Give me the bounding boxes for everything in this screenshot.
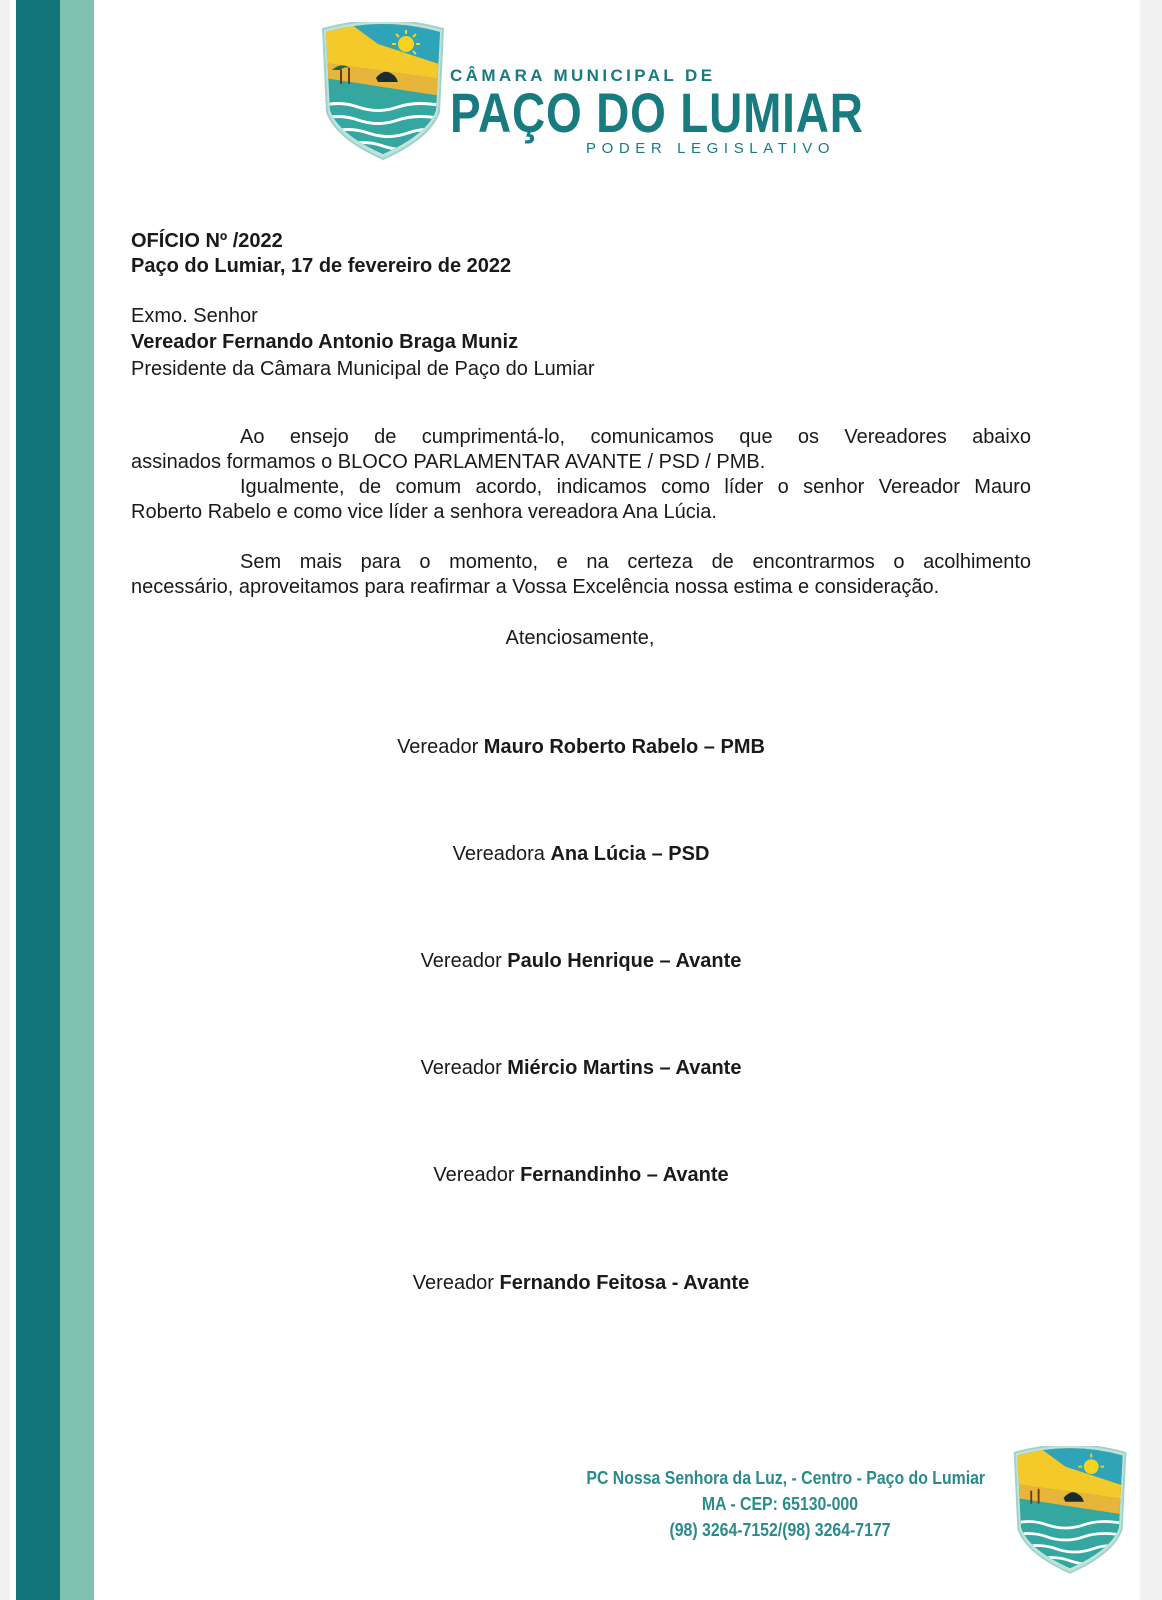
signature-name: Paulo Henrique – Avante — [507, 950, 742, 972]
paragraph-3-line-2: necessário, aproveitamos para reafirmar a Vossa Excelência nossa estima e consideração. — [131, 576, 940, 598]
signature-name: Mauro Roberto Rabelo – PMB — [483, 736, 765, 758]
paragraph-1-line-1: Ao ensejo de cumprimentá-lo, comunicamos que os Vereadores abaixo — [240, 426, 1031, 448]
footer-address: PC Nossa Senhora da Luz, - Centro - Paço do Lumiar — [586, 1468, 986, 1488]
page-edge-left — [0, 0, 10, 1600]
signature-line — [0, 1163, 1162, 1188]
paragraph-3 — [131, 550, 1031, 600]
signature-title: Vereador — [397, 736, 484, 758]
signature-title: Vereador — [420, 950, 508, 972]
addressee-name: Vereador Fernando Antonio Braga Muniz — [131, 331, 519, 353]
footer-crest-icon — [1010, 1446, 1130, 1574]
signature-line — [0, 949, 1162, 974]
brand-main: PAÇO DO LUMIAR — [450, 81, 864, 144]
signature-title: Vereador — [412, 1272, 500, 1294]
signature-title: Vereador — [420, 1057, 508, 1079]
signature-line — [0, 735, 1162, 760]
left-stripe-light — [60, 0, 94, 1600]
header-logo — [318, 22, 878, 162]
left-stripe-dark — [16, 0, 60, 1600]
addressee-title: Presidente da Câmara Municipal de Paço do Lumiar — [131, 358, 595, 380]
paragraph-2 — [131, 475, 1031, 525]
closing: Atenciosamente, — [505, 627, 655, 649]
footer-cep: MA - CEP: 65130-000 — [701, 1494, 859, 1514]
salutation: Exmo. Senhor — [131, 305, 258, 327]
paragraph-1 — [131, 425, 1031, 475]
place-date: Paço do Lumiar, 17 de fevereiro de 2022 — [131, 255, 512, 277]
crest-icon — [318, 22, 448, 160]
signature-name: Fernando Feitosa - Avante — [499, 1272, 750, 1294]
footer-address-block — [560, 1465, 1000, 1543]
signature-name: Ana Lúcia – PSD — [550, 843, 710, 865]
signature-name: Fernandinho – Avante — [520, 1164, 729, 1186]
page-edge-right — [1140, 0, 1162, 1600]
signature-line — [0, 1271, 1162, 1296]
footer-phones: (98) 3264-7152/(98) 3264-7177 — [669, 1520, 891, 1540]
brand-bottom: PODER LEGISLATIVO — [586, 140, 836, 157]
paragraph-1-line-2: assinados formamos o BLOCO PARLAMENTAR AVANTE / PSD / PMB. — [131, 451, 766, 473]
signature-name: Miércio Martins – Avante — [507, 1057, 742, 1079]
signature-line — [0, 1056, 1162, 1081]
brand-top: CÂMARA MUNICIPAL DE — [450, 66, 716, 85]
signature-title: Vereadora — [452, 843, 551, 865]
paragraph-2-line-1: Igualmente, de comum acordo, indicamos como líder o senhor Vereador Mauro — [240, 476, 1031, 498]
signature-line — [0, 842, 1162, 867]
paragraph-3-line-1: Sem mais para o momento, e na certeza de encontrarmos o acolhimento — [240, 551, 1031, 573]
brand-wordmark — [450, 66, 880, 157]
oficio-number: OFÍCIO Nº /2022 — [131, 230, 283, 252]
paragraph-2-line-2: Roberto Rabelo e como vice líder a senhora vereadora Ana Lúcia. — [131, 501, 717, 523]
signature-title: Vereador — [433, 1164, 521, 1186]
